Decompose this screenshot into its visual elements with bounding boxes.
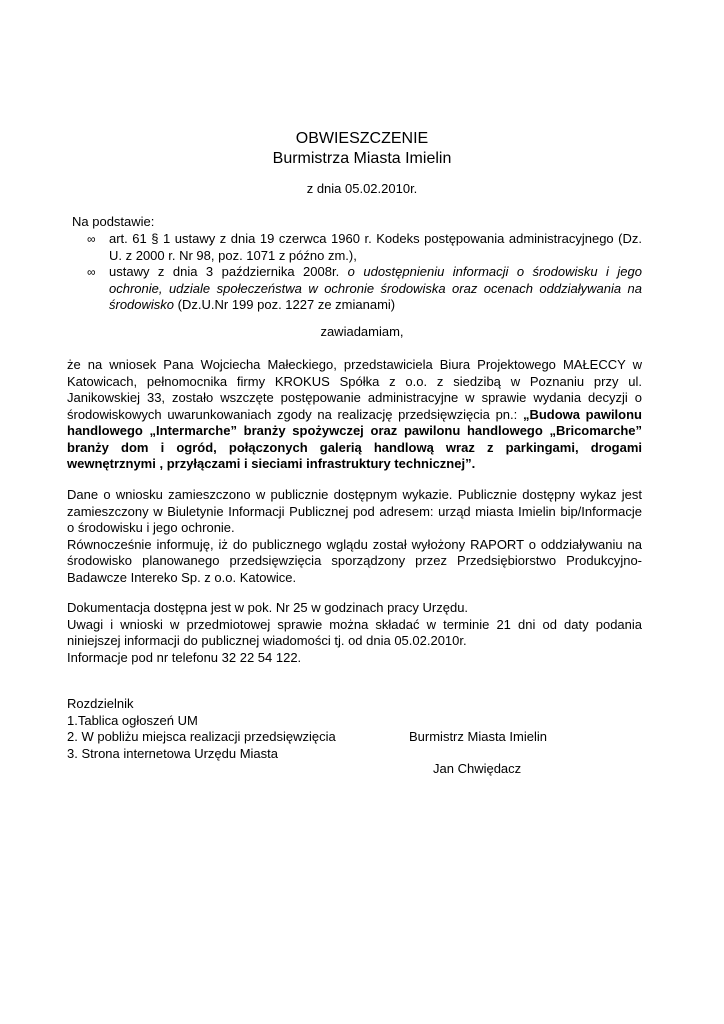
contact-phone: Informacje pod nr telefonu 32 22 54 122.: [67, 649, 302, 665]
paragraph-line: niniejszej informacji do publicznej wiadomości tj. od dnia 05.02.2010r.: [67, 633, 467, 648]
paragraph-application: [67, 357, 642, 473]
signer-title: Burmistrz Miasta Imielin: [409, 729, 547, 744]
basis-item-2-italic2: ochronie, udziale społeczeństwa w ochronie środowiska oraz ocenach oddziaływania na: [109, 280, 642, 296]
basis-item-2-line2: [109, 281, 642, 298]
paragraph-line: o środowisku i jego ochronie.: [67, 520, 235, 535]
paragraph-line: Badawcze Intereko Sp. z o.o. Katowice.: [67, 569, 297, 585]
project-name-start: „Budowa pawilonu: [522, 406, 642, 422]
paragraph-line: Janikowskiej 33, zostało wszczęte postępowanie administracyjne w sprawie wydania decyzji o: [67, 390, 642, 405]
paragraph-line: Uwagi i wnioski w przedmiotowej sprawie można składać w terminie 21 dni od daty podania: [67, 616, 642, 632]
paragraph-documentation: [67, 600, 642, 666]
basis-item-2-line3: [109, 297, 642, 314]
basis-item-1: [87, 231, 642, 264]
paragraph-line: Dane o wniosku zamieszczono w publicznie dostępnym wykazie. Publicznie dostępny wykaz jest: [67, 487, 642, 502]
paragraph-line: Równocześnie informuję, iż do publicznego wglądu został wyłożony RAPORT o oddziaływaniu na: [67, 536, 642, 552]
project-name-line: branży dom i ogród, połączonych galerią handlową wraz z parkingami, drogami: [67, 439, 642, 455]
document-date: z dnia 05.02.2010r.: [306, 181, 418, 196]
basis-item-1-line1: art. 61 § 1 ustawy z dnia 19 czerwca 1960 r. Kodeks postępowania administracyjnego (Dz.: [109, 231, 642, 246]
basis-item-2-line1: [109, 264, 642, 281]
inform-word: zawiadamiam,: [320, 324, 404, 339]
paragraph-line: środowisko planowanego przedsięwzięcia sporządzony przez Przedsiębiorstwo Produkcyjno-: [67, 553, 642, 568]
basis-item-2-italic3: środowisko: [109, 297, 175, 312]
distribution-heading: Rozdzielnik: [67, 696, 134, 711]
basis-label: Na podstawie:: [72, 214, 155, 229]
distribution-item: 2. W pobliżu miejsca realizacji przedsięwzięcia: [67, 729, 336, 744]
basis-item-2-prefix: ustawy z dnia 3 października 2008r.: [109, 264, 340, 279]
paragraph-data-info: [67, 487, 642, 586]
basis-item-2-italic1: o udostępnieniu informacji o środowisku i jego: [347, 264, 642, 279]
distribution-item: 3. Strona internetowa Urzędu Miasta: [67, 745, 278, 761]
basis-list: [87, 231, 642, 314]
paragraph-line: [67, 407, 642, 424]
project-name-line: handlowego „Intermarche” branży spożywczej oraz pawilonu handlowego „Bricomarche”: [67, 423, 642, 438]
infinity-bullet-icon: ∞: [87, 265, 96, 279]
distribution-list: [67, 696, 336, 762]
document-title: OBWIESZCZENIE: [295, 130, 429, 147]
paragraph-line: zamieszczony w Biuletynie Informacji Publicznej pod adresem: urząd miasta Imielin bip/Informacje: [67, 503, 642, 519]
basis-item-2-suffix: (Dz.U.Nr 199 poz. 1227 ze zmianami): [177, 297, 396, 312]
paragraph-line: Katowicach, pełnomocnika firmy KROKUS Spółka z o.o. z siedzibą w Poznaniu przy ul.: [67, 373, 642, 389]
document-subtitle: Burmistrza Miasta Imielin: [272, 150, 452, 167]
distribution-item: 1.Tablica ogłoszeń UM: [67, 712, 198, 728]
paragraph-line: Dokumentacja dostępna jest w pok. Nr 25 w godzinach pracy Urzędu.: [67, 600, 469, 615]
paragraph-line-plain: środowiskowych uwarunkowaniach zgody na realizację przedsięwzięcia pn.:: [67, 406, 518, 422]
paragraph-line: że na wniosek Pana Wojciecha Małeckiego, przedstawiciela Biura Projektowego MAŁECCY w: [67, 357, 642, 372]
infinity-bullet-icon: ∞: [87, 232, 96, 246]
signer-name: Jan Chwiędacz: [433, 761, 522, 776]
project-name-line: wewnętrznymi , przyłączami i sieciami infrastruktury technicznej”.: [67, 456, 476, 471]
basis-item-1-line2: U. z 2000 r. Nr 98, poz. 1071 z późno zm.),: [109, 247, 357, 263]
basis-item-2: [87, 264, 642, 314]
